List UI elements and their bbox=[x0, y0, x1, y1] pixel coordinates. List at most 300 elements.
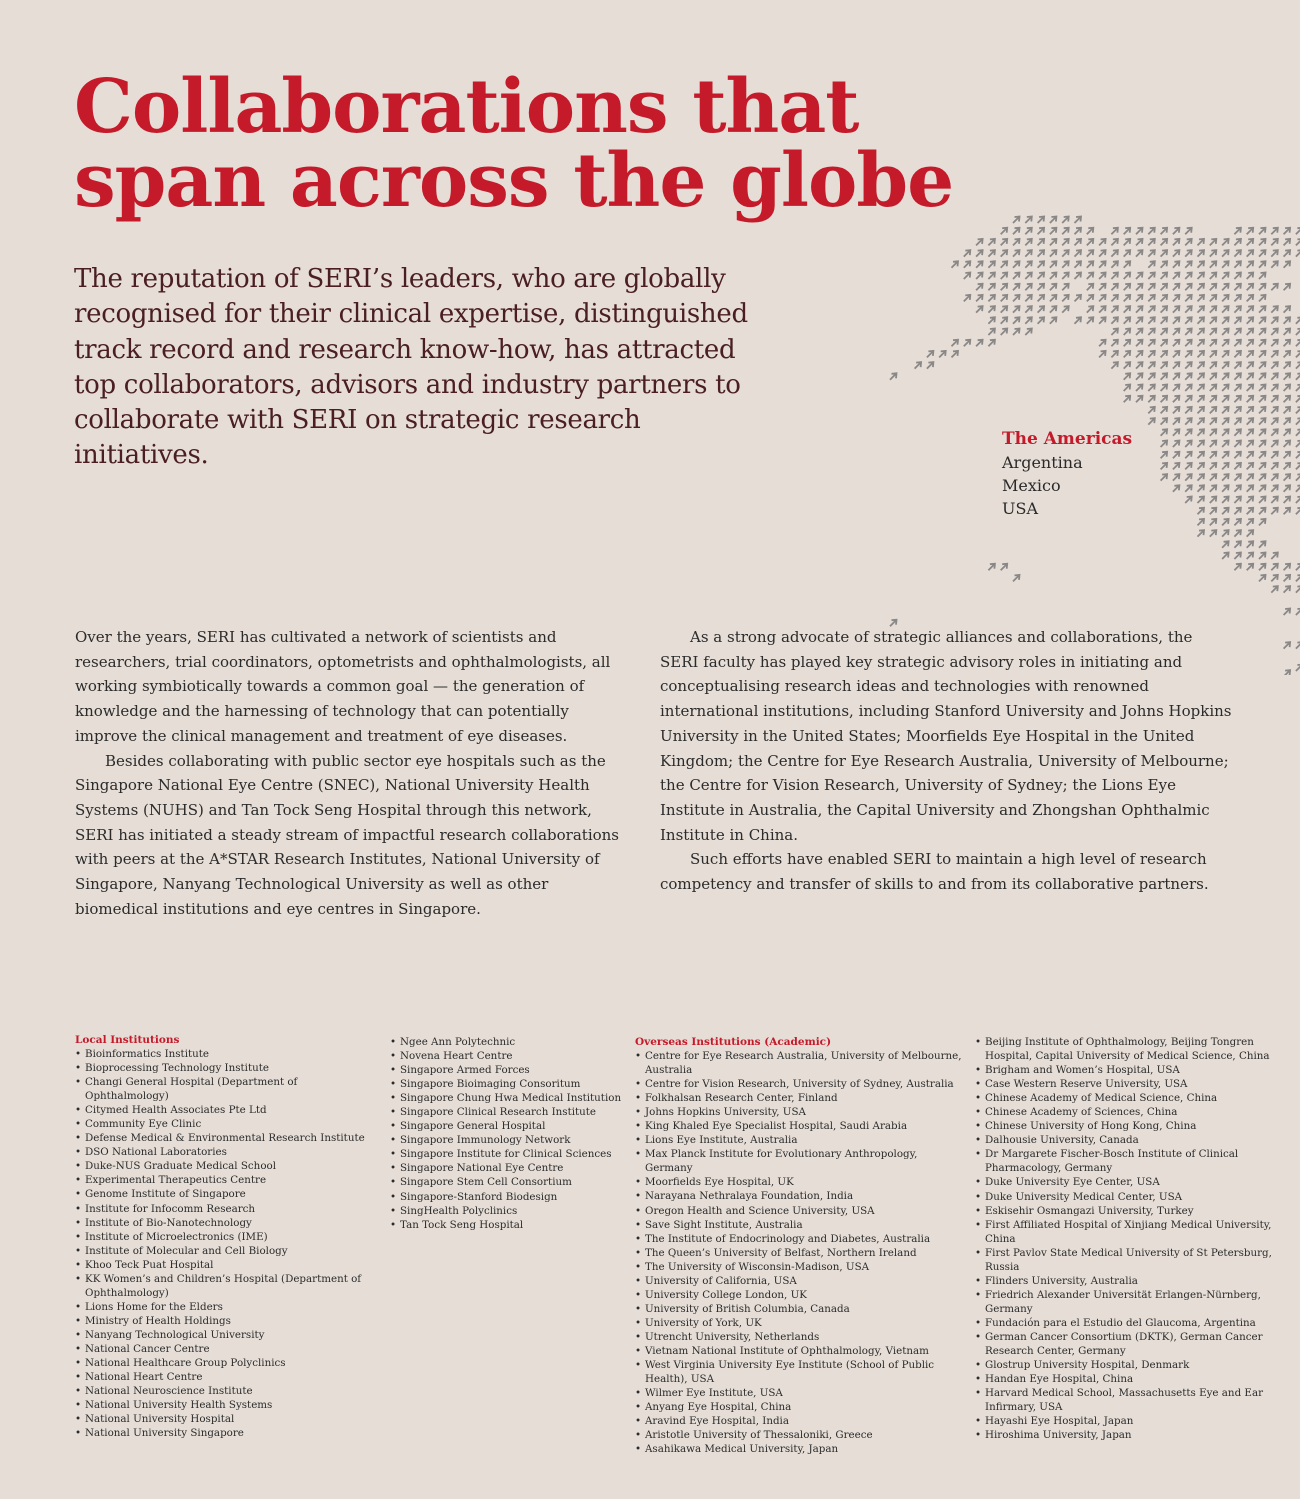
map-arrow-mark bbox=[1284, 228, 1291, 235]
map-arrow-mark bbox=[1013, 295, 1020, 302]
map-arrow-mark bbox=[1222, 396, 1229, 403]
map-arrow-mark bbox=[1001, 273, 1008, 280]
list-item: • Fundación para el Estudio del Glaucoma, Argentina bbox=[975, 1316, 1275, 1330]
map-arrow-mark bbox=[1210, 418, 1217, 425]
map-arrow-mark bbox=[1185, 452, 1192, 459]
map-arrow-mark bbox=[1259, 362, 1266, 369]
map-arrow-mark bbox=[1185, 351, 1192, 358]
map-arrow-mark bbox=[1222, 295, 1229, 302]
map-arrow-mark bbox=[1210, 273, 1217, 280]
list-item: • National Heart Centre bbox=[75, 1370, 375, 1384]
map-arrow-mark bbox=[1198, 396, 1205, 403]
map-arrow-mark bbox=[1062, 250, 1069, 257]
list-item: • Harvard Medical School, Massachusetts Eye and Ear Infirmary, USA bbox=[975, 1386, 1275, 1414]
map-arrow-mark bbox=[1087, 273, 1094, 280]
map-arrow-mark bbox=[1099, 284, 1106, 291]
map-arrow-mark bbox=[1062, 273, 1069, 280]
map-arrow-mark bbox=[1259, 564, 1266, 571]
map-arrow-mark bbox=[1210, 362, 1217, 369]
list-item: • Defense Medical & Environmental Research Institute bbox=[75, 1131, 375, 1145]
map-arrow-mark bbox=[1247, 306, 1254, 313]
list-item: • Dr Margarete Fischer-Bosch Institute of Clinical Pharmacology, Germany bbox=[975, 1147, 1275, 1175]
map-arrow-mark bbox=[1296, 485, 1300, 492]
map-arrow-mark bbox=[1001, 284, 1008, 291]
list-item: • Singapore-Stanford Biodesign bbox=[390, 1190, 625, 1204]
map-arrow-mark bbox=[1185, 306, 1192, 313]
map-arrow-mark bbox=[1296, 564, 1300, 571]
list-item: • Citymed Health Associates Pte Ltd bbox=[75, 1103, 375, 1117]
map-arrow-mark bbox=[1247, 385, 1254, 392]
map-arrow-mark bbox=[1111, 351, 1118, 358]
map-arrow-mark bbox=[1259, 250, 1266, 257]
map-arrow-mark bbox=[1259, 306, 1266, 313]
map-arrow-mark bbox=[1025, 239, 1032, 246]
map-arrow-mark bbox=[1234, 373, 1241, 380]
map-arrow-mark bbox=[976, 306, 983, 313]
map-arrow-mark bbox=[1001, 261, 1008, 268]
institution-list bbox=[975, 1035, 1275, 1442]
map-arrow-mark bbox=[1161, 351, 1168, 358]
map-arrow-mark bbox=[1222, 329, 1229, 336]
map-arrow-mark bbox=[1271, 250, 1278, 257]
map-arrow-mark bbox=[1038, 306, 1045, 313]
map-arrow-mark bbox=[1247, 340, 1254, 347]
map-arrow-mark bbox=[1185, 295, 1192, 302]
list-item: • Brigham and Women’s Hospital, USA bbox=[975, 1063, 1275, 1077]
map-arrow-mark bbox=[1234, 340, 1241, 347]
map-arrow-mark bbox=[1038, 295, 1045, 302]
map-arrow-mark bbox=[1198, 351, 1205, 358]
map-arrow-mark bbox=[1234, 485, 1241, 492]
map-arrow-mark bbox=[1161, 261, 1168, 268]
map-arrow-mark bbox=[976, 340, 983, 347]
map-arrow-mark bbox=[1075, 217, 1082, 224]
map-arrow-mark bbox=[1247, 250, 1254, 257]
map-arrow-mark bbox=[1185, 362, 1192, 369]
map-arrow-mark bbox=[1271, 508, 1278, 515]
map-arrow-mark bbox=[1296, 385, 1300, 392]
list-item: • Wilmer Eye Institute, USA bbox=[635, 1386, 965, 1400]
map-arrow-mark bbox=[1001, 564, 1008, 571]
map-arrow-mark bbox=[1247, 474, 1254, 481]
list-item: • Narayana Nethralaya Foundation, India bbox=[635, 1189, 965, 1203]
map-arrow-mark bbox=[1210, 508, 1217, 515]
map-arrow-mark bbox=[1124, 239, 1131, 246]
map-arrow-mark bbox=[1296, 463, 1300, 470]
map-arrow-mark bbox=[1271, 340, 1278, 347]
map-arrow-mark bbox=[1284, 306, 1291, 313]
map-arrow-mark bbox=[1259, 497, 1266, 504]
list-item: • First Affiliated Hospital of Xinjiang Medical University, China bbox=[975, 1218, 1275, 1246]
map-arrow-mark bbox=[1148, 418, 1155, 425]
map-arrow-mark bbox=[1234, 407, 1241, 414]
map-arrow-mark bbox=[1185, 429, 1192, 436]
list-item: • National University Singapore bbox=[75, 1426, 375, 1440]
map-arrow-mark bbox=[1013, 273, 1020, 280]
map-arrow-mark bbox=[976, 284, 983, 291]
map-arrow-mark bbox=[1284, 452, 1291, 459]
map-arrow-mark bbox=[1222, 340, 1229, 347]
institution-list bbox=[390, 1035, 625, 1232]
map-arrow-mark bbox=[1173, 362, 1180, 369]
list-item: • Singapore Immunology Network bbox=[390, 1133, 625, 1147]
map-arrow-mark bbox=[1111, 239, 1118, 246]
list-item: • Duke-NUS Graduate Medical School bbox=[75, 1159, 375, 1173]
map-arrow-mark bbox=[1222, 385, 1229, 392]
map-arrow-mark bbox=[1185, 385, 1192, 392]
map-arrow-mark bbox=[1271, 351, 1278, 358]
map-arrow-mark bbox=[1198, 474, 1205, 481]
list-item: • Eskisehir Osmangazi University, Turkey bbox=[975, 1204, 1275, 1218]
map-arrow-mark bbox=[1198, 340, 1205, 347]
map-arrow-mark bbox=[1271, 441, 1278, 448]
list-heading: Local Institutions bbox=[75, 1034, 180, 1046]
map-arrow-mark bbox=[1296, 508, 1300, 515]
map-arrow-mark bbox=[1148, 261, 1155, 268]
map-arrow-mark bbox=[1173, 351, 1180, 358]
map-arrow-mark bbox=[1075, 317, 1082, 324]
map-arrow-mark bbox=[1111, 284, 1118, 291]
map-arrow-mark bbox=[1050, 306, 1057, 313]
list-item: • University College London, UK bbox=[635, 1288, 965, 1302]
map-arrow-mark bbox=[1185, 261, 1192, 268]
map-arrow-mark bbox=[1234, 239, 1241, 246]
map-arrow-mark bbox=[1210, 239, 1217, 246]
map-arrow-mark bbox=[1185, 396, 1192, 403]
map-arrow-mark bbox=[1259, 239, 1266, 246]
list-item: • Case Western Reserve University, USA bbox=[975, 1077, 1275, 1091]
map-arrow-mark bbox=[1222, 429, 1229, 436]
map-arrow-mark bbox=[1222, 497, 1229, 504]
map-arrow-mark bbox=[1284, 670, 1291, 675]
list-item: • The Queen’s University of Belfast, Northern Ireland bbox=[635, 1246, 965, 1260]
map-arrow-mark bbox=[1271, 239, 1278, 246]
map-arrow-mark bbox=[1259, 519, 1266, 526]
map-arrow-mark bbox=[1173, 317, 1180, 324]
map-arrow-mark bbox=[1148, 284, 1155, 291]
map-arrow-mark bbox=[1284, 362, 1291, 369]
map-arrow-mark bbox=[1099, 351, 1106, 358]
map-arrow-mark bbox=[1025, 217, 1032, 224]
map-arrow-mark bbox=[1234, 541, 1241, 548]
map-arrow-mark bbox=[1148, 306, 1155, 313]
list-item: • Ministry of Health Holdings bbox=[75, 1314, 375, 1328]
map-arrow-mark bbox=[1025, 250, 1032, 257]
map-arrow-mark bbox=[1148, 351, 1155, 358]
map-arrow-mark bbox=[1038, 217, 1045, 224]
list-item: • Save Sight Institute, Australia bbox=[635, 1218, 965, 1232]
map-arrow-mark bbox=[1222, 452, 1229, 459]
map-arrow-mark bbox=[1222, 351, 1229, 358]
list-item: • Chinese University of Hong Kong, China bbox=[975, 1119, 1275, 1133]
map-arrow-mark bbox=[1185, 373, 1192, 380]
map-arrow-mark bbox=[1247, 261, 1254, 268]
map-arrow-mark bbox=[1161, 407, 1168, 414]
list-item: • Johns Hopkins University, USA bbox=[635, 1105, 965, 1119]
map-arrow-mark bbox=[1136, 340, 1143, 347]
map-arrow-mark bbox=[1271, 564, 1278, 571]
map-arrow-mark bbox=[1185, 239, 1192, 246]
list-item: • Handan Eye Hospital, China bbox=[975, 1372, 1275, 1386]
map-arrow-mark bbox=[1013, 575, 1020, 582]
map-arrow-mark bbox=[988, 295, 995, 302]
map-arrow-mark bbox=[1148, 228, 1155, 235]
map-arrow-mark bbox=[1173, 306, 1180, 313]
map-arrow-mark bbox=[1013, 317, 1020, 324]
map-arrow-mark bbox=[1296, 452, 1300, 459]
list-item: • Duke University Eye Center, USA bbox=[975, 1175, 1275, 1189]
map-arrow-mark bbox=[1025, 329, 1032, 336]
map-arrow-mark bbox=[1173, 295, 1180, 302]
map-arrow-mark bbox=[1259, 508, 1266, 515]
map-arrow-mark bbox=[1173, 474, 1180, 481]
list-item: • Asahikawa Medical University, Japan bbox=[635, 1442, 965, 1456]
map-arrow-mark bbox=[1050, 284, 1057, 291]
map-arrow-mark bbox=[952, 340, 959, 347]
map-arrow-mark bbox=[1148, 340, 1155, 347]
map-arrow-mark bbox=[1161, 385, 1168, 392]
map-arrow-mark bbox=[1075, 295, 1082, 302]
map-arrow-mark bbox=[1025, 261, 1032, 268]
map-arrow-mark bbox=[1284, 396, 1291, 403]
map-arrow-mark bbox=[1284, 329, 1291, 336]
list-item: • Max Planck Institute for Evolutionary Anthropology, Germany bbox=[635, 1147, 965, 1175]
map-arrow-mark bbox=[1210, 463, 1217, 470]
map-arrow-mark bbox=[1271, 261, 1278, 268]
list-item: • Centre for Vision Research, University of Sydney, Australia bbox=[635, 1077, 965, 1091]
map-arrow-mark bbox=[1247, 295, 1254, 302]
map-arrow-mark bbox=[1296, 250, 1300, 257]
overseas-institutions-list bbox=[635, 1035, 965, 1456]
map-arrow-mark bbox=[1111, 273, 1118, 280]
map-arrow-mark bbox=[1001, 228, 1008, 235]
map-arrow-mark bbox=[1173, 239, 1180, 246]
map-arrow-mark bbox=[1185, 317, 1192, 324]
map-arrow-mark bbox=[1234, 228, 1241, 235]
map-arrow-mark bbox=[1222, 519, 1229, 526]
list-item: • Singapore General Hospital bbox=[390, 1119, 625, 1133]
map-arrow-mark bbox=[1247, 418, 1254, 425]
map-arrow-mark bbox=[1136, 250, 1143, 257]
map-arrow-mark bbox=[1259, 373, 1266, 380]
map-arrow-mark bbox=[1259, 317, 1266, 324]
map-arrow-mark bbox=[1173, 261, 1180, 268]
map-arrow-mark bbox=[1259, 463, 1266, 470]
map-arrow-mark bbox=[988, 273, 995, 280]
map-arrow-mark bbox=[1210, 429, 1217, 436]
map-arrow-mark bbox=[1050, 250, 1057, 257]
map-arrow-mark bbox=[1038, 317, 1045, 324]
map-arrow-mark bbox=[1001, 239, 1008, 246]
map-arrow-mark bbox=[1234, 317, 1241, 324]
title-line-1: Collaborations that bbox=[74, 64, 859, 150]
map-arrow-mark bbox=[1234, 284, 1241, 291]
list-item: • Friedrich Alexander Universität Erlangen-Nürnberg, Germany bbox=[975, 1288, 1275, 1316]
map-arrow-mark bbox=[988, 564, 995, 571]
map-arrow-mark bbox=[1001, 329, 1008, 336]
map-arrow-mark bbox=[1296, 329, 1300, 336]
map-arrow-mark bbox=[1210, 485, 1217, 492]
map-arrow-mark bbox=[1234, 250, 1241, 257]
map-arrow-mark bbox=[1161, 373, 1168, 380]
map-arrow-mark bbox=[1234, 429, 1241, 436]
map-arrow-mark bbox=[1038, 250, 1045, 257]
map-arrow-mark bbox=[1247, 239, 1254, 246]
map-arrow-mark bbox=[1271, 385, 1278, 392]
map-arrow-mark bbox=[1296, 396, 1300, 403]
map-arrow-mark bbox=[1136, 385, 1143, 392]
map-arrow-mark bbox=[1296, 441, 1300, 448]
list-item: • Lions Eye Institute, Australia bbox=[635, 1133, 965, 1147]
map-arrow-mark bbox=[1050, 239, 1057, 246]
map-arrow-mark bbox=[1099, 295, 1106, 302]
map-arrow-mark bbox=[1259, 485, 1266, 492]
list-item: • Dalhousie University, Canada bbox=[975, 1133, 1275, 1147]
list-item: • Duke University Medical Center, USA bbox=[975, 1190, 1275, 1204]
map-arrow-mark bbox=[964, 273, 971, 280]
list-item: • Bioprocessing Technology Institute bbox=[75, 1061, 375, 1075]
map-arrow-mark bbox=[1296, 609, 1300, 616]
map-arrow-mark bbox=[964, 261, 971, 268]
list-heading: Overseas Institutions (Academic) bbox=[635, 1036, 832, 1048]
map-arrow-mark bbox=[1136, 295, 1143, 302]
map-arrow-mark bbox=[1271, 396, 1278, 403]
map-arrow-mark bbox=[1173, 418, 1180, 425]
map-arrow-mark bbox=[1259, 261, 1266, 268]
list-item: • Centre for Eye Research Australia, University of Melbourne, Australia bbox=[635, 1049, 965, 1077]
map-arrow-mark bbox=[1210, 295, 1217, 302]
list-item: • Nanyang Technological University bbox=[75, 1328, 375, 1342]
map-arrow-mark bbox=[1038, 261, 1045, 268]
map-arrow-mark bbox=[1185, 273, 1192, 280]
map-arrow-mark bbox=[952, 261, 959, 268]
map-arrow-mark bbox=[1038, 284, 1045, 291]
map-arrow-mark bbox=[1284, 418, 1291, 425]
map-arrow-mark bbox=[927, 362, 934, 369]
list-item: • University of York, UK bbox=[635, 1316, 965, 1330]
map-arrow-mark bbox=[1198, 407, 1205, 414]
map-arrow-mark bbox=[1259, 329, 1266, 336]
map-arrow-mark bbox=[1259, 351, 1266, 358]
map-arrow-mark bbox=[1284, 340, 1291, 347]
list-item: • Hiroshima University, Japan bbox=[975, 1428, 1275, 1442]
map-arrow-mark bbox=[1296, 586, 1300, 593]
map-arrow-mark bbox=[1136, 362, 1143, 369]
map-arrow-mark bbox=[1222, 284, 1229, 291]
map-arrow-mark bbox=[1284, 497, 1291, 504]
map-arrow-mark bbox=[1111, 250, 1118, 257]
map-arrow-mark bbox=[1247, 463, 1254, 470]
map-arrow-mark bbox=[1222, 441, 1229, 448]
list-item: • Novena Heart Centre bbox=[390, 1049, 625, 1063]
list-item: • Tan Tock Seng Hospital bbox=[390, 1218, 625, 1232]
map-arrow-mark bbox=[1198, 385, 1205, 392]
map-arrow-mark bbox=[1173, 463, 1180, 470]
map-arrow-mark bbox=[1271, 362, 1278, 369]
map-arrow-mark bbox=[964, 340, 971, 347]
map-arrow-mark bbox=[1173, 429, 1180, 436]
map-arrow-mark bbox=[1087, 228, 1094, 235]
map-arrow-mark bbox=[1161, 273, 1168, 280]
map-arrow-mark bbox=[1148, 317, 1155, 324]
map-arrow-mark bbox=[1271, 407, 1278, 414]
map-arrow-mark bbox=[1136, 306, 1143, 313]
map-arrow-mark bbox=[1247, 530, 1254, 537]
map-arrow-mark bbox=[1198, 250, 1205, 257]
map-arrow-mark bbox=[1247, 407, 1254, 414]
map-arrow-mark bbox=[1062, 306, 1069, 313]
map-arrow-mark bbox=[1210, 340, 1217, 347]
map-arrow-mark bbox=[1111, 295, 1118, 302]
map-arrow-mark bbox=[976, 273, 983, 280]
body-paragraph: As a strong advocate of strategic alliances and collaborations, the SERI faculty has played key strategic advisory roles in initiating and conceptualising research ideas and technologies with renowned international institutions, including Stanford University and Johns Hopkins University in the United States; Moorfields Eye Hospital in the United Kingdom; the Centre for Eye Research Australia, University of Melbourne; the Centre for Vision Research, University of Sydney; the Lions Eye Institute in Australia, the Capital University and Zhongshan Ophthalmic Institute in China. bbox=[660, 628, 1232, 844]
map-arrow-mark bbox=[1013, 261, 1020, 268]
map-arrow-mark bbox=[1198, 306, 1205, 313]
map-arrow-mark bbox=[1198, 261, 1205, 268]
map-arrow-mark bbox=[1025, 317, 1032, 324]
map-arrow-mark bbox=[1013, 217, 1020, 224]
map-arrow-mark bbox=[1259, 575, 1266, 582]
map-arrow-mark bbox=[1087, 239, 1094, 246]
list-item: • Chinese Academy of Sciences, China bbox=[975, 1105, 1275, 1119]
map-arrow-mark bbox=[1210, 351, 1217, 358]
country-item: USA bbox=[1002, 499, 1038, 518]
map-arrow-mark bbox=[1198, 362, 1205, 369]
map-arrow-mark bbox=[1111, 306, 1118, 313]
map-arrow-mark bbox=[1234, 306, 1241, 313]
list-item: • SingHealth Polyclinics bbox=[390, 1204, 625, 1218]
map-arrow-mark bbox=[1185, 463, 1192, 470]
map-arrow-mark bbox=[1284, 609, 1291, 616]
map-arrow-mark bbox=[1247, 373, 1254, 380]
map-arrow-mark bbox=[1087, 261, 1094, 268]
list-item: • Singapore Institute for Clinical Sciences bbox=[390, 1147, 625, 1161]
map-arrow-mark bbox=[1271, 553, 1278, 560]
map-arrow-mark bbox=[1185, 250, 1192, 257]
map-arrow-mark bbox=[1013, 284, 1020, 291]
list-item: • Bioinformatics Institute bbox=[75, 1047, 375, 1061]
map-arrow-mark bbox=[1259, 396, 1266, 403]
map-arrow-mark bbox=[1271, 463, 1278, 470]
body-paragraph: Besides collaborating with public sector eye hospitals such as the Singapore National Eye Centre (SNEC), National University Health Systems (NUHS) and Tan Tock Seng Hospital through this network, SERI has initiated a steady stream of impactful research collaborations with peers at the A*STAR Research Institutes, National University of Singapore, Nanyang Technological University as well as other biomedical institutions and eye centres in Singapore. bbox=[75, 751, 620, 918]
map-arrow-mark bbox=[1050, 217, 1057, 224]
list-item: • Singapore National Eye Centre bbox=[390, 1161, 625, 1175]
local-institutions-list bbox=[75, 1033, 375, 1440]
map-arrow-mark bbox=[1124, 261, 1131, 268]
map-arrow-mark bbox=[1185, 418, 1192, 425]
map-arrow-mark bbox=[1259, 452, 1266, 459]
list-item: • Aristotle University of Thessaloniki, Greece bbox=[635, 1428, 965, 1442]
map-arrow-mark bbox=[1087, 317, 1094, 324]
map-arrow-mark bbox=[1271, 418, 1278, 425]
map-arrow-mark bbox=[1198, 429, 1205, 436]
country-item: Argentina bbox=[1002, 453, 1083, 472]
map-arrow-mark bbox=[1148, 373, 1155, 380]
map-arrow-mark bbox=[1050, 317, 1057, 324]
map-arrow-mark bbox=[1210, 284, 1217, 291]
map-arrow-mark bbox=[1173, 452, 1180, 459]
list-item: • Utrencht University, Netherlands bbox=[635, 1330, 965, 1344]
map-arrow-mark bbox=[1247, 519, 1254, 526]
map-arrow-mark bbox=[1284, 564, 1291, 571]
map-arrow-mark bbox=[1284, 575, 1291, 582]
map-arrow-mark bbox=[1001, 306, 1008, 313]
map-arrow-mark bbox=[1124, 396, 1131, 403]
list-item: • German Cancer Consortium (DKTK), German Cancer Research Center, Germany bbox=[975, 1330, 1275, 1358]
map-arrow-mark bbox=[1222, 530, 1229, 537]
map-arrow-mark bbox=[1148, 329, 1155, 336]
map-arrow-mark bbox=[1161, 239, 1168, 246]
